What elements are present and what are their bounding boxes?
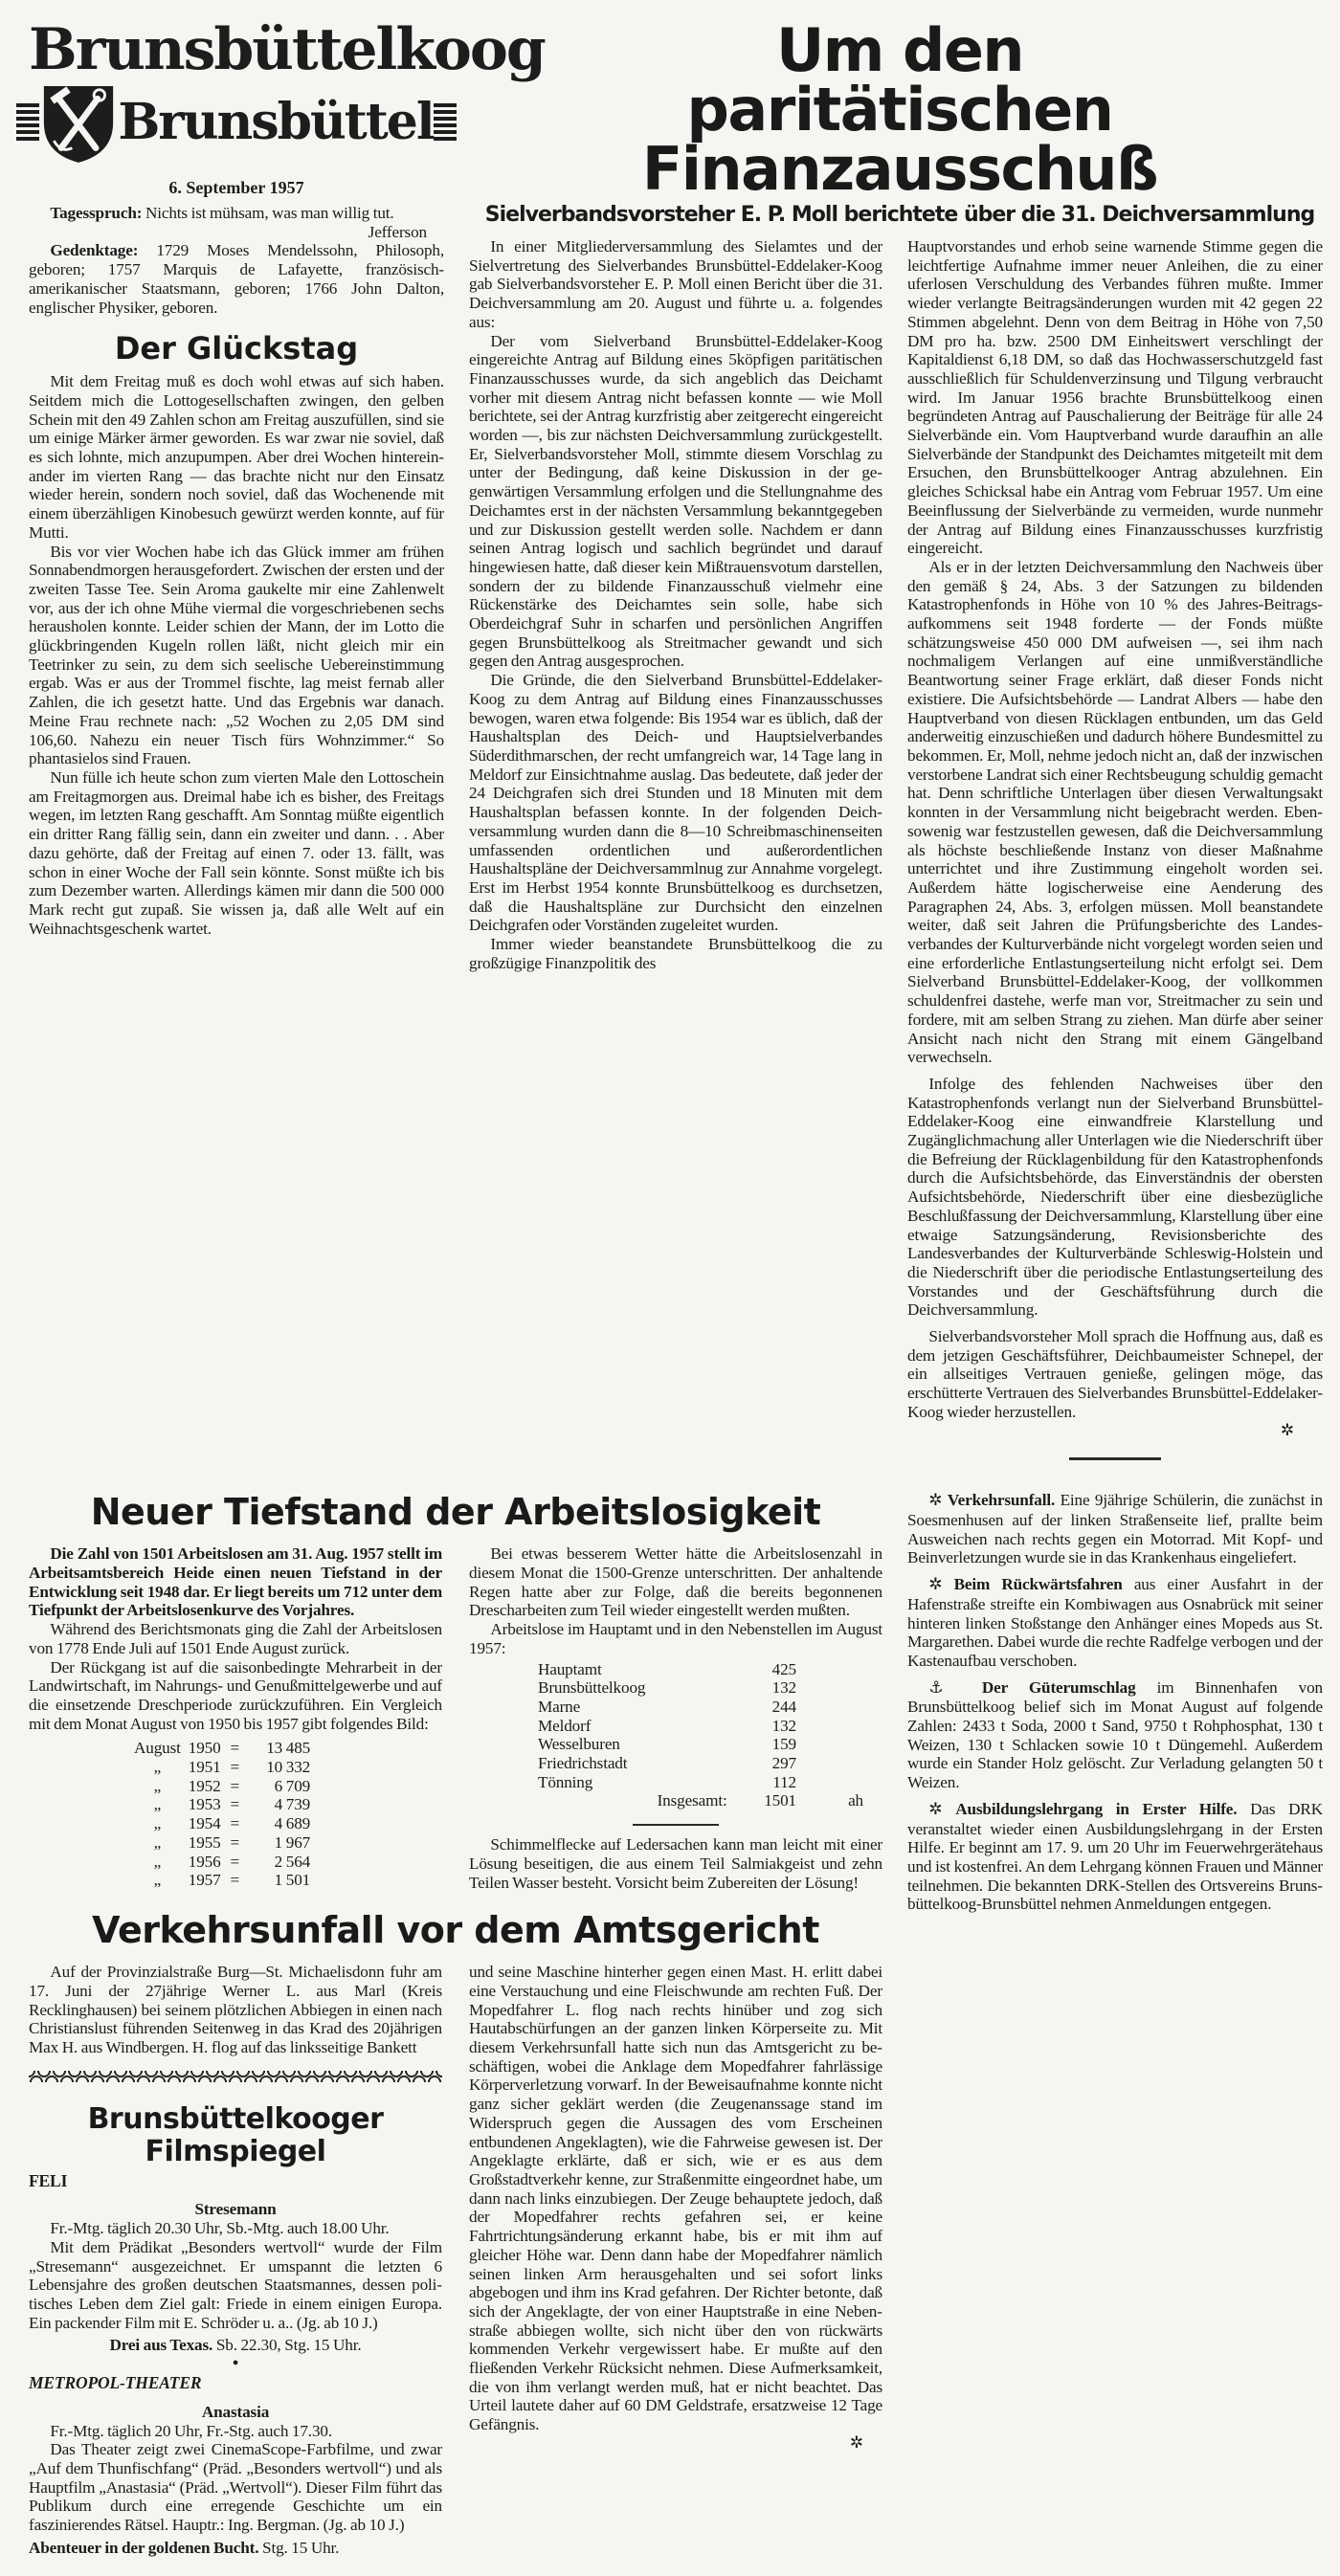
film-description: Mit dem Prädikat „Besonders wertvoll“ wurde der Film „Stresemann“ ausgezeichnet. Er umspannt die letzten 6 Lebensjahre des großen deutschen Staatsmannes, dessen politisches Leben dem Ziel galt: Friede in einem einigen Europa. Ein packender Film mit E. Schröder u. a.. (Jg. ab 10 J.): [29, 2237, 442, 2332]
article-paragraph: Die Gründe, die den Sielverband Brunsbüttel-Eddelaker-Koog zu dem Antrag auf Bildung eines Finanzausschusses bewogen, waren etwa folgende: Bis 1954 war es üblich, daß der Haushaltsplan des Deich- und Hauptsielverbandes Süderdithmarschen, der recht umfangreich war, 14 Tage lang in Meldorf zur Einsichtnahme auslag. Das bedeutete, daß jeder der 24 Deichgrafen sich drei Stunden und 18 Minuten mit dem Haushaltsplan befassen konnte. In der folgenden Deichversammlung wurden dann die 8—10 Schreibmaschinenseiten umfassenden ordentlichen und außerordentlichen Haushaltspläne der Deichversammlnug zur Annahme vorgelegt. Erst im Herbst 1954 konnte Brunsbüttelkoog es durchsetzen, daß die Haushaltspläne zur Durchsicht den einzelnen Deichgrafen oder Vorständen zugeleitet wurden.: [469, 671, 882, 935]
total-value: 1501: [764, 1791, 796, 1810]
unemployed-count: 4 689: [274, 1814, 311, 1833]
banner-ribbon-right: [434, 103, 457, 142]
total-row: [538, 1791, 863, 1810]
equals-sign: =: [230, 1852, 240, 1871]
divider-rule: [633, 1824, 719, 1826]
coat-of-arms-icon: [41, 80, 116, 165]
year-row: [134, 1871, 310, 1890]
spacer: [796, 1754, 863, 1773]
film-times: Fr.-Mtg. täglich 20.30 Uhr, Sb.-Mtg. auch 18.00 Uhr.: [50, 2219, 390, 2238]
office-row: [538, 1754, 863, 1773]
office-count: 159: [771, 1735, 796, 1754]
headline-line1: Um den: [775, 15, 1024, 85]
year: 1955: [188, 1832, 221, 1852]
lower-band: [0, 1491, 1340, 2557]
spacer: [796, 1678, 863, 1698]
office-row: [538, 1735, 863, 1754]
year: 1950: [188, 1739, 221, 1758]
article-paragraph: Der vom Sielverband Brunsbüttel-Eddelaker-Koog eingereichte Antrag auf Bildung eines 5köpfigen paritätischen Finanzausschusses wurde, da sich angeblich das Deichamt vorher mit diesem Antrag nicht befassen konnte — wie Moll berichtete, sei der Antrag kurzfristig aber zeitgerecht eingereicht worden —, bis zur nächsten Deichversammlung zurückgestellt. Er, Sielverbandsvorsteher Moll, stimmte diesem Vorschlag zu unter der Bedingung, daß keine Diskussion in der gegenwärtigen Versammlung erfolgen und die Stellungnahme des Deichamtes erst in der nächsten Versammlung bekanntgegeben und zur Diskussion gestellt werden solle. Nachdem er dann seinen Antrag logisch und sachlich begründet und darauf hingewiesen hatte, daß dieser kein Mißtrauensvotum darstellen, sondern der zu bildende Finanzausschuß vielmehr eine Rückenstärke des Deichamtes sein solle, habe sich Oberdeichgraf Suhr in scharfen und persönlichen Angriffen gegen Brunsbüttelkoog als Streitmacher gewandt und sich gegen den Antrag ausgesprochen.: [469, 331, 882, 671]
unemployed-count: 13 485: [266, 1739, 311, 1758]
year-row: [134, 1814, 310, 1833]
banner-ribbon-left: [16, 103, 39, 142]
brief-title: Beim Rückwärtsfahren: [953, 1575, 1123, 1594]
article-paragraph: In einer Mitgliederversammlung des Sielamtes und der Sielvertretung des Sielverbandes Brunsbüttel-Eddelaker-Koog gab Sielverbandsvorsteher E. P. Moll einen Bericht über die 31. Deichversammlung am 20. August und führte u. a. folgendes aus:: [469, 237, 882, 331]
year-row: [134, 1758, 310, 1777]
article-paragraph: und seine Maschine hinterher gegen einen Mast. H. erlitt dabei eine Verstauchung und eine Fleischwunde am rechten Fuß. Der Mopedfahrer L. flog nach rechts hinüber und zog sich Hautabschürfungen an der ganzen linken Körperseite zu. Mit diesem Verkehrsunfall hatte sich nun das Amtsgericht zu beschäftigen, wobei die Anklage dem Mopedfahrer fahrlässige Körperverletzung vorwarf. In der Beweisaufnahme konnte nicht ganz sicher geklärt werden (die Zeugenanssage stand im Widerspruch gegen die Aussagen des vom Erscheinen entbundenen Angeklagten), wie die Fahrweise gewesen ist. Der Angeklagte erklärte, daß er sich, wie er es aus dem Großstadtverkehr kenne, zur Straßenmitte eingeordnet habe, um dann nach links einzubiegen. Der Zeuge behauptete jedoch, daß der Mopedfahrer rechts gefahren sei, er keine Fahrtrichtungsänderung erkannt habe, bis er mit ihm auf gleicher Höhe war. Denn dann habe der Mopedfahrer nämlich seinen linken Arm herausgehalten und sei sofort links abgebogen und ihm ins Krad gefahren. Der Richter betonte, daß sich der Angeklagte, der von einer Hauptstraße in eine Nebenstraße abbiegen wollte, sich nicht über den von rückwärts kommenden Verkehr vergewissert habe. Er mußte auf den fließenden Verkehr Rücksicht nehmen. Diese Aufmerksamkeit, die von ihm verlangt werden muß, hat er nicht beachtet. Das Urteil lautete daher auf 60 DM Geldstrafe, ersatzweise 12 Tage Gefängnis.: [469, 1963, 882, 2434]
finanzausschuss-headline: [469, 15, 1330, 204]
extra-film-title: Drei aus Texas.: [109, 2336, 213, 2355]
brief-marker-icon: ✲: [928, 1491, 943, 1511]
equals-sign: =: [230, 1758, 240, 1777]
finanzausschuss-col2: [907, 237, 1323, 1477]
schimmel-tip: Schimmelflecke auf Ledersachen kann man leicht mit einer Lösung beseitigen, die aus einem Teil Salmiakgeist und zehn Teilen Wasser besteht. Vorsicht beim Zubereiten der Lösung!: [469, 1835, 882, 1892]
office-count: 132: [771, 1716, 796, 1735]
verkehrsunfall-left-stack: [29, 1963, 442, 2557]
extra-screening: [29, 2336, 442, 2355]
extra-film-title: Abenteuer in der goldenen Bucht.: [29, 2538, 259, 2557]
verkehrsunfall-col2: [469, 1963, 882, 2453]
end-mark-star-icon: ✲: [1280, 1420, 1294, 1440]
year-row: [134, 1795, 310, 1814]
equals-sign: =: [230, 1832, 240, 1852]
month-label: „: [153, 1832, 162, 1852]
cinema-name: FELI: [29, 2170, 68, 2190]
finanzausschuss-col1: [469, 237, 882, 972]
month-label: „: [153, 1852, 162, 1871]
year-row: [134, 1853, 310, 1872]
year: 1952: [188, 1776, 221, 1795]
divider-rule: [1069, 1457, 1161, 1460]
finanzausschuss-block: [469, 15, 1330, 1477]
filmspiegel-section: [29, 2172, 442, 2558]
year-row: [134, 1777, 310, 1796]
equals-sign: =: [230, 1795, 240, 1814]
office-name: Tönning: [538, 1772, 593, 1791]
office-name: Wesselburen: [538, 1735, 620, 1754]
office-count: 297: [771, 1754, 796, 1773]
masthead-subtitle: Brunsbüttel: [118, 93, 434, 151]
office-count: 132: [771, 1678, 796, 1698]
article-paragraph: Als er in der letzten Deichversammlung den Nachweis über den gemäß § 24, Abs. 3 der Satzungen zu bildenden Katastrophenfonds in Höhe von 10 % des Jahres-Beitragsaufkommens seit 1948 forderte — der Fonds müßte schätzungsweise 450 000 DM aufweisen —, sei ihm nach nochmaligem Verlangen auf eine unmißverständliche Beantwortung seiner Frage erklärt, daß dieser Fonds nicht existiere. Die Aufsichtsbehörde — Landrat Albers — habe den Hauptverband von diesen Rücklagen entbunden, um das Geld anderweitig einzuschießen und dadurch höhere Bundesmittel zu bekommen. Er, Moll, nehme jedoch nicht an, daß der inzwischen verstorbene Landrat sich einer Rechtsbeugung schuldig gemacht hat. Denn schriftliche Unterlagen über diesen Verwaltungsakt konnten in der Versammlung nicht beigebracht werden. Ebensowenig war festzustellen gewesen, daß die Deichversammlung als höchste beschließende Instanz von dieser Maßnahme unterrichtet und ihre Zustimmung eingeholt worden sei. Außerdem hätte logischerweise eine Aenderung des Paragraphen 24, Abs. 3, erfolgen müssen. Moll beanstandete weiter, daß seit Jahren die Prüfungsberichte des Landesverbandes der Kulturverbände nicht vorgelegt worden seien und eine erforderliche Entlastungserteilung nicht erfolgt sei. Dem Sielverband Brunsbüttel-Eddelaker-Koog, der vollkommen schuldenfrei dastehe, werfe man vor, Streitmacher zu sein und fordere, mit am selben Strang zu ziehen. Man dürfe aber seiner Ansicht nach nicht den Strang mit einem Gängelband verwechseln.: [907, 557, 1323, 1067]
unemployed-count: 4 739: [274, 1795, 311, 1814]
spacer: [796, 1698, 863, 1717]
month-label: „: [153, 1795, 162, 1814]
glueckstag-article: [29, 372, 444, 938]
news-brief: [907, 1575, 1323, 1671]
office-name: Friedrichstadt: [538, 1754, 628, 1773]
film-title: Anastasia: [201, 2402, 270, 2421]
verkehrsunfall-col1: [29, 1963, 442, 2082]
bullet-separator-icon: ●: [232, 2357, 239, 2369]
headline-line2: paritätischen Finanzausschuß: [641, 75, 1158, 204]
cinema-name: METROPOL-THEATER: [29, 2373, 202, 2393]
author-signature: ah: [848, 1791, 863, 1810]
glueckstag-paragraph: Bis vor vier Wochen habe ich das Glück immer am frühen Sonnabendmorgen herausgefordert. Zwischen der ersten und der zweiten Tasse Tee. Sein Aroma gaukelte mir eine Zahlenwelt vor, aus der ich ohne Mühe viermal die vorgeschriebenen sechs herausholen konnte. Leider schien der Mann, der im Lotto die glückbringenden Kugeln rollen läßt, nicht gleich mir ein Teetrinker zu sein, zu dem sich seelische Uebereinstimmung ergab. Was er aus der Trommel fischte, lag meist fernab aller Zahlen, die ich gesetzt hatte. Und das Ergebnis war danach. Meine Frau rechnete nach: „52 Wochen zu 2,05 DM sind 106,60. Nahezu ein neuer Tisch fürs Wohnzimmer.“ So phantasielos sind Frauen.: [29, 542, 444, 768]
lower-left-block: [29, 1491, 882, 2557]
article-paragraph: Auf der Provinzialstraße Burg—St. Michaelisdonn fuhr am 17. Juni der 27jährige Werner L. aus Marl (Kreis Recklinghausen) bei seinem plötzlichen Abbiegen in einen nach Christianslust führenden Seitenweg in das Krad des 20jährigen Max H. aus Windbergen. H. flog auf das linksseitige Bankett: [29, 1963, 442, 2057]
office-row: [538, 1678, 863, 1698]
film-description: Das Theater zeigt zwei CinemaScope-Farbfilme, und zwar „Auf dem Thunfischfang“ (Präd. „Besonders wertvoll“) und als Hauptfilm „Anastasia“ (Präd. „Wertvoll“). Dieser Film führt das Publikum durch eine erregende Geschichte um ein faszinierendes Rätsel. Hauptr.: Ing. Bergman. (Jg. ab 10 J.): [29, 2440, 442, 2535]
brief-text: Eine 9jährige Schülerin, die zunächst in Soesmenhusen auf der linken Straßenseite lief, prallte beim Ausweichen nach rechts gegen ein Motorrad. Mit Kopf- und Beinverletzungen wurde sie in das Krankenhaus eingeliefert.: [907, 1491, 1323, 1567]
glueckstag-paragraph: Mit dem Freitag muß es doch wohl etwas auf sich haben. Seitdem mich die Lottogesellschaften zwingen, den gelben Schein mit den 49 Zahlen schon am Freitag auszufüllen, sind sie um einige Märker ärmer geworden. Es war zwar nie soviel, daß es sich lohnte, mich anzupumpen. Aber drei Wochen hintereinander im vierten Rang — das brachte nicht nur den Einsatz wieder herein, sondern noch soviel, daß das Wochenende mit einem überzähligen Kinobesuch gewürzt werden konnte, auf für Mutti.: [29, 372, 444, 542]
extra-screening: [29, 2539, 442, 2558]
equals-sign: =: [230, 1814, 240, 1833]
end-mark-star-icon: ✲: [849, 2432, 863, 2453]
news-brief: [907, 1800, 1323, 1914]
brief-marker-icon: ✲: [928, 1799, 943, 1819]
spacer: [796, 1660, 863, 1679]
brief-text: Das DRK veranstaltet wieder einen Ausbildungslehrgang in der Ersten Hilfe. Er beginnt am 17. 9. um 20 Uhr im Feuerwehrgerätehaus und ist kostenfrei. An dem Lehrgang können Frauen und Männer teilnehmen. Die bekannten DRK-Stellen des Ortsvereins Brunsbüttelkoog-Brunsbüttel nehmen Anmeldungen entgegen.: [907, 1799, 1324, 1914]
arbeitslosigkeit-col1: [29, 1544, 442, 1890]
office-name: Brunsbüttelkoog: [538, 1678, 646, 1698]
month-label: „: [153, 1776, 162, 1795]
office-row: [538, 1660, 863, 1679]
brief-title: Ausbildungslehrgang in Erster Hilfe.: [955, 1799, 1238, 1818]
extra-film-times: Sb. 22.30, Stg. 15 Uhr.: [215, 2336, 362, 2355]
article-paragraph: Bei etwas besserem Wetter hätte die Arbeitslosenzahl in diesem Monat die 1500-Grenze unterschritten. Der anhaltende Regen hatte aber zur Folge, daß die bereits begonnenen Drescharbeiten zum Teil wieder eingestellt werden mußten.: [469, 1544, 882, 1620]
masthead-title: Brunsbüttelkoog: [29, 16, 545, 83]
tagesspruch-label: Tagesspruch:: [50, 204, 143, 222]
gedenktage: [29, 241, 444, 317]
unemployed-count: 6 709: [274, 1776, 311, 1795]
arbeitslosigkeit-lead: Die Zahl von 1501 Arbeitslosen am 31. Aug. 1957 stellt im Arbeitsamtsbereich Heide einen neuen Tiefstand in der Entwicklung seit 1948 dar. Er liegt bereits um 712 unter dem Tiefpunkt der Arbeitslosenkurve des Vorjahres.: [29, 1544, 442, 1620]
office-row: [538, 1698, 863, 1717]
year-row: [134, 1739, 310, 1758]
equals-sign: =: [230, 1739, 240, 1758]
office-name: Hauptamt: [538, 1659, 602, 1678]
ornamental-divider: [29, 2071, 442, 2082]
news-briefs: [907, 1491, 1323, 1921]
august-comparison-table: [134, 1739, 310, 1890]
tagesspruch-author: Jefferson: [368, 222, 427, 241]
film-title: Stresemann: [194, 2200, 277, 2219]
brief-marker-icon: ✲: [928, 1575, 943, 1595]
spacer: [796, 1773, 863, 1792]
article-paragraph: Während des Berichtsmonats ging die Zahl der Arbeitslosen von 1778 Ende Juli auf 1501 Ende August zurück.: [29, 1620, 442, 1657]
month-label: „: [153, 1758, 162, 1777]
year: 1953: [188, 1795, 221, 1814]
daily-info: [29, 204, 444, 317]
brief-title: Der Güterumschlag: [981, 1677, 1136, 1697]
offices-table: [538, 1660, 863, 1811]
brief-title: Verkehrsunfall.: [947, 1491, 1056, 1510]
news-brief: [907, 1491, 1323, 1567]
unemployed-count: 10 332: [266, 1758, 311, 1777]
gedenktage-label: Gedenktage:: [50, 241, 139, 260]
extra-film-times: Stg. 15 Uhr.: [262, 2538, 340, 2557]
year: 1954: [188, 1814, 221, 1833]
spacer: [796, 1735, 863, 1754]
finanzausschuss-subtitle: Sielverbandsvorsteher E. P. Moll berichtete über die 31. Deichversammlung: [484, 203, 1315, 227]
masthead: [29, 16, 545, 165]
office-row: [538, 1773, 863, 1792]
glueckstag-paragraph: Nun fülle ich heute schon zum vierten Male den Lottoschein am Freitagmorgen aus. Dreimal habe ich es bisher, des Freitags wegen, im letzten Rang geschafft. Am Sonntag müßte eigentlich ein dritter Rang fällig sein, dann ein zweiter und dann. . . Aber dazu gehörte, daß der Freitag auf einen 7. oder 13. fällt, was schon in einer Woche der Fall sein könnte. Sonst müßte ich bis zum Dezember warten. Allerdings kämen mir dann die 500 000 Mark recht gut zupaß. Sie wissen ja, daß alle Welt auf ein Weihnachtsgeschenk wartet.: [29, 767, 444, 938]
article-paragraph: Arbeitslose im Hauptamt und in den Nebenstellen im August 1957:: [469, 1620, 882, 1657]
office-count: 112: [772, 1772, 796, 1791]
office-count: 425: [771, 1659, 796, 1678]
equals-sign: =: [230, 1871, 240, 1890]
tagesspruch: [29, 204, 444, 241]
office-row: [538, 1717, 863, 1736]
left-column: [29, 16, 545, 938]
month-label: August: [134, 1739, 181, 1758]
total-label: Insgesamt:: [657, 1791, 727, 1810]
page-bottom-margin: [0, 2557, 1340, 2576]
glueckstag-title: Der Glückstag: [114, 330, 359, 367]
equals-sign: =: [230, 1776, 240, 1795]
office-name: Meldorf: [538, 1716, 592, 1735]
unemployed-count: 1 967: [274, 1832, 311, 1852]
year: 1957: [188, 1871, 221, 1890]
article-paragraph: Der Rückgang ist auf die saisonbedingte Mehrarbeit in der Landwirtschaft, im Nahrungs- und Genußmittelgewerbe und auf die einsetzende Dreschperiode zurückzuführen. Ein Vergleich mit dem Monat August von 1950 bis 1957 gibt folgendes Bild:: [29, 1657, 442, 1733]
brief-text: im Binnenhafen von Brunsbüttelkoog belief sich im Monat August auf folgende Zahlen: 2433 t Soda, 2000 t Sand, 9750 t Rohphosphat, 130 t Weizen, 130 t Schlacken sowie 10 t Düngemehl. Außerdem wurde ein Stander Holz gelöscht. Zur Verladung gelangten 50 t Weizen.: [907, 1677, 1323, 1792]
verkehrsunfall-title: Verkehrsunfall vor dem Amtsgericht: [92, 1909, 819, 1952]
year: 1951: [188, 1758, 221, 1777]
year-row: [134, 1833, 310, 1853]
spacer: [796, 1717, 863, 1736]
gedenktage-text: 1729 Moses Mendelssohn, Philosoph, geboren; 1757 Marquis de Lafayette, französisch-amerikanischer Staatsmann, geboren; 1766 John Dalton, englischer Physiker, geboren.: [29, 241, 444, 317]
unemployed-count: 2 564: [274, 1852, 311, 1871]
arbeitslosigkeit-col2: [469, 1544, 882, 1892]
issue-date: 6. September 1957: [168, 178, 304, 197]
month-label: „: [153, 1814, 162, 1833]
year: 1956: [188, 1852, 221, 1871]
tagesspruch-text: Nichts ist mühsam, was man willig tut.: [145, 204, 394, 222]
brief-marker-icon: ⚓: [928, 1677, 961, 1698]
news-brief: [907, 1678, 1323, 1792]
article-paragraph: Immer wieder beanstandete Brunsbüttelkoog die zu großzügige Finanzpolitik des: [469, 935, 882, 972]
filmspiegel-title: Brunsbüttelkooger Filmspiegel: [87, 2101, 384, 2168]
article-paragraph: Sielverbandsvorsteher Moll sprach die Hoffnung aus, daß es dem jetzigen Geschäftsführer, Deichbaumeister Schnepel, der ein allseitiges Vertrauen genieße, gelingen möge, das erschütterte Vertrauen des Sielverbandes Brunsbüttel-Eddelaker-Koog wieder herzustellen.: [907, 1327, 1323, 1421]
article-paragraph: Infolge des fehlenden Nachweises über den Katastrophenfonds verlangt nun der Sielverband Brunsbüttel-Eddelaker-Koog eine einwandfreie Klarstellung und Zugänglichmachung aller Unterlagen wie die Niederschrift über die Befreiung der Rücklagenbildung für den Katastrophenfonds durch die Aufsichtsbehörde, das Einverständnis der obersten Aufsichtsbehörde, Niederschrift über eine diesbezügliche Beschlußfassung der Deichversammlung, Klarstellung über eine etwaige Satzungsänderung, Revisionsberichte des Landesverbandes der Kulturverbände Schleswig-Holstein und die Niederschrift über die periodische Entlastungserteilung des Vorstandes und der Geschäftsführung durch die Deichversammlung.: [907, 1074, 1323, 1320]
film-times: Fr.-Mtg. täglich 20 Uhr, Fr.-Stg. auch 17.30.: [50, 2421, 332, 2440]
unemployed-count: 1 501: [274, 1871, 311, 1890]
arbeitslosigkeit-title: Neuer Tiefstand der Arbeitslosigkeit: [90, 1491, 821, 1534]
office-name: Marne: [538, 1697, 581, 1716]
article-paragraph: Hauptvorstandes und erhob seine warnende Stimme gegen die leichtfertige Aufnahme immer neuer Anleihen, die zu einer uferlosen Verschuldung des Verbandes führen mußte. Immer wieder verlangte Beitragsänderungen wurden mit 42 gegen 22 Stimmen abgelehnt. Denn von dem Beitrag in Höhe von 7,50 DM pro ha. bzw. 2500 DM Einheitswert verschlingt der Kapitaldienst 6,18 DM, so daß das Hochwasserschutzgeld fast ausschließlich für Schuldenverzinsung und Tilgung verbraucht wird. Im Januar 1956 brachte Brunsbüttelkoog einen begründeten Antrag auf Pauschalierung der Beiträge für alle 24 Sielverbände ein. Vom Hauptverband wurde daraufhin an alle Sielverbände der Standpunkt des Deichamtes mitgeteilt mit dem Ersuchen, den Brunsbüttelkooger Antrag abzulehnen. Ein gleiches Schicksal habe ein Antrag vom Februar 1957. Um eine Beeinflussung der Sielverbände zu vermeiden, wurde nunmehr der Antrag auf Bildung eines Finanzausschusses kurzfristig eingereicht.: [907, 237, 1323, 558]
month-label: „: [153, 1871, 162, 1890]
brief-text: aus einer Ausfahrt in der Hafenstraße streifte ein Kombiwagen aus Osnabrück mit seiner hinteren linken Stoßstange den Anhänger eines Mopeds aus St. Margarethen. Dabei wurde die rechte Radfelge verbogen und der Kastenaufbau verschoben.: [907, 1575, 1323, 1670]
office-count: 244: [771, 1697, 796, 1716]
